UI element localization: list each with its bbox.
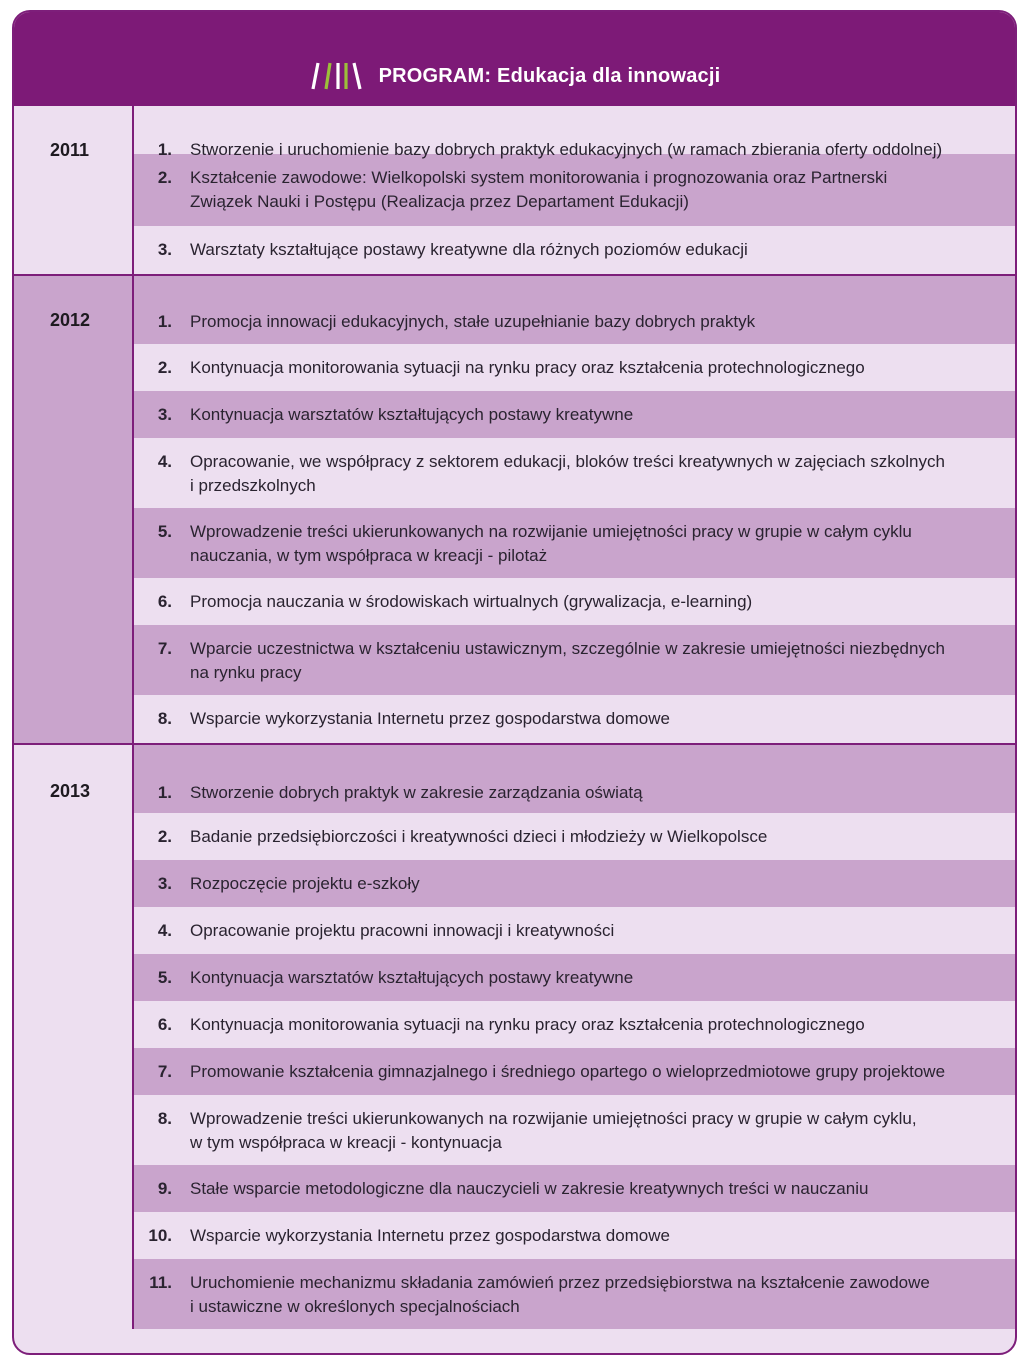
item-text: Kształcenie zawodowe: Wielkopolski system monitorowania i prognozowania oraz Partnerski Związek Nauki i Postępu (Realizacja przez Departament Edukacji) xyxy=(190,168,888,211)
list-item xyxy=(134,106,1015,159)
item-number: 4. xyxy=(157,921,172,940)
item-text: Badanie przedsiębiorczości i kreatywności dzieci i młodzieży w Wielkopolsce xyxy=(190,827,768,846)
item-text: Wsparcie wykorzystania Internetu przez gospodarstwa domowe xyxy=(190,709,670,728)
list-item xyxy=(134,813,1015,860)
list-item xyxy=(134,954,1015,1001)
item-text: Stworzenie i uruchomienie bazy dobrych praktyk edukacyjnych (w ramach zbierania oferty oddolnej) xyxy=(190,140,943,159)
item-number: 5. xyxy=(157,968,172,987)
item-number: 8. xyxy=(157,709,172,728)
item-number: 2. xyxy=(157,358,172,377)
list-item xyxy=(134,391,1015,438)
year-section-2 xyxy=(14,743,1015,1329)
program-sections xyxy=(14,106,1015,1329)
list-item xyxy=(134,1095,1015,1165)
year-label: 2012 xyxy=(14,276,134,743)
program-table xyxy=(12,10,1017,1355)
item-text: Warsztaty kształtujące postawy kreatywne dla różnych poziomów edukacji xyxy=(190,240,748,259)
item-number: 2. xyxy=(157,168,172,187)
list-item xyxy=(134,1259,1015,1329)
item-text: Promocja nauczania w środowiskach wirtualnych (grywalizacja, e-learning) xyxy=(190,592,753,611)
item-text: Opracowanie projektu pracowni innowacji i kreatywności xyxy=(190,921,615,940)
task-list xyxy=(134,745,1015,1329)
item-number: 11. xyxy=(149,1273,172,1292)
item-number: 8. xyxy=(157,1109,172,1128)
list-item xyxy=(134,1212,1015,1259)
item-number: 7. xyxy=(157,639,172,658)
item-number: 3. xyxy=(157,240,172,259)
list-item xyxy=(134,907,1015,954)
item-text: Opracowanie, we współpracy z sektorem edukacji, bloków treści kreatywnych w zajęciach szkolnych i przedszkolnych xyxy=(190,452,945,495)
item-text: Promocja innowacji edukacyjnych, stałe uzupełnianie bazy dobrych praktyk xyxy=(190,312,756,331)
item-text: Kontynuacja warsztatów kształtujących postawy kreatywne xyxy=(190,405,634,424)
item-text: Kontynuacja warsztatów kształtujących postawy kreatywne xyxy=(190,968,634,987)
item-number: 2. xyxy=(157,827,172,846)
list-item xyxy=(134,344,1015,391)
year-label: 2013 xyxy=(14,745,134,1329)
list-item xyxy=(134,1048,1015,1095)
item-text: Stworzenie dobrych praktyk w zakresie zarządzania oświatą xyxy=(190,783,643,802)
list-item xyxy=(134,745,1015,813)
item-text: Wparcie uczestnictwa w kształceniu ustawicznym, szczególnie w zakresie umiejętności niezbędnych na rynku pracy xyxy=(190,639,945,682)
item-number: 3. xyxy=(157,874,172,893)
item-number: 10. xyxy=(148,1226,172,1245)
list-item xyxy=(134,154,1015,226)
list-item xyxy=(134,508,1015,578)
item-text: Wsparcie wykorzystania Internetu przez gospodarstwa domowe xyxy=(190,1226,670,1245)
list-item xyxy=(134,276,1015,344)
item-text: Rozpoczęcie projektu e-szkoły xyxy=(190,874,420,893)
item-number: 9. xyxy=(157,1179,172,1198)
task-list xyxy=(134,106,1015,274)
list-item xyxy=(134,625,1015,695)
item-text: Wprowadzenie treści ukierunkowanych na rozwijanie umiejętności pracy w grupie w całym cyklu nauczania, w tym współpraca w kreacji - pilotaż xyxy=(190,522,912,565)
item-text: Stałe wsparcie metodologiczne dla nauczycieli w zakresie kreatywnych treści w nauczaniu xyxy=(190,1179,869,1198)
item-text: Kontynuacja monitorowania sytuacji na rynku pracy oraz kształcenia protechnologicznego xyxy=(190,358,865,377)
item-number: 5. xyxy=(157,522,172,541)
task-list xyxy=(134,276,1015,743)
list-item xyxy=(134,1165,1015,1212)
item-number: 6. xyxy=(157,592,172,611)
list-item xyxy=(134,226,1015,274)
list-item xyxy=(134,438,1015,508)
list-item xyxy=(134,578,1015,625)
item-number: 6. xyxy=(157,1015,172,1034)
item-number: 7. xyxy=(157,1062,172,1081)
item-number: 1. xyxy=(157,312,172,331)
list-item xyxy=(134,860,1015,907)
item-number: 3. xyxy=(157,405,172,424)
program-title: PROGRAM: Edukacja dla innowacji xyxy=(378,64,721,87)
year-section-1 xyxy=(14,274,1015,743)
item-text: Wprowadzenie treści ukierunkowanych na rozwijanie umiejętności pracy w grupie w całym cyklu, w tym współpraca w kreacji - kontynuacja xyxy=(190,1109,917,1152)
item-text: Uruchomienie mechanizmu składania zamówień przez przedsiębiorstwa na kształcenie zawodowe i ustawiczne w określonych specjalnościach xyxy=(190,1273,930,1316)
item-text: Promowanie kształcenia gimnazjalnego i średniego opartego o wieloprzedmiotowe grupy projektowe xyxy=(190,1062,946,1081)
item-number: 1. xyxy=(157,783,172,802)
item-number: 1. xyxy=(157,140,172,159)
year-section-0 xyxy=(14,106,1015,274)
item-text: Kontynuacja monitorowania sytuacji na rynku pracy oraz kształcenia protechnologicznego xyxy=(190,1015,865,1034)
program-logo-icon xyxy=(309,61,365,91)
list-item xyxy=(134,695,1015,743)
program-header xyxy=(14,12,1015,106)
list-item xyxy=(134,1001,1015,1048)
year-label: 2011 xyxy=(14,106,134,274)
item-number: 4. xyxy=(157,452,172,471)
